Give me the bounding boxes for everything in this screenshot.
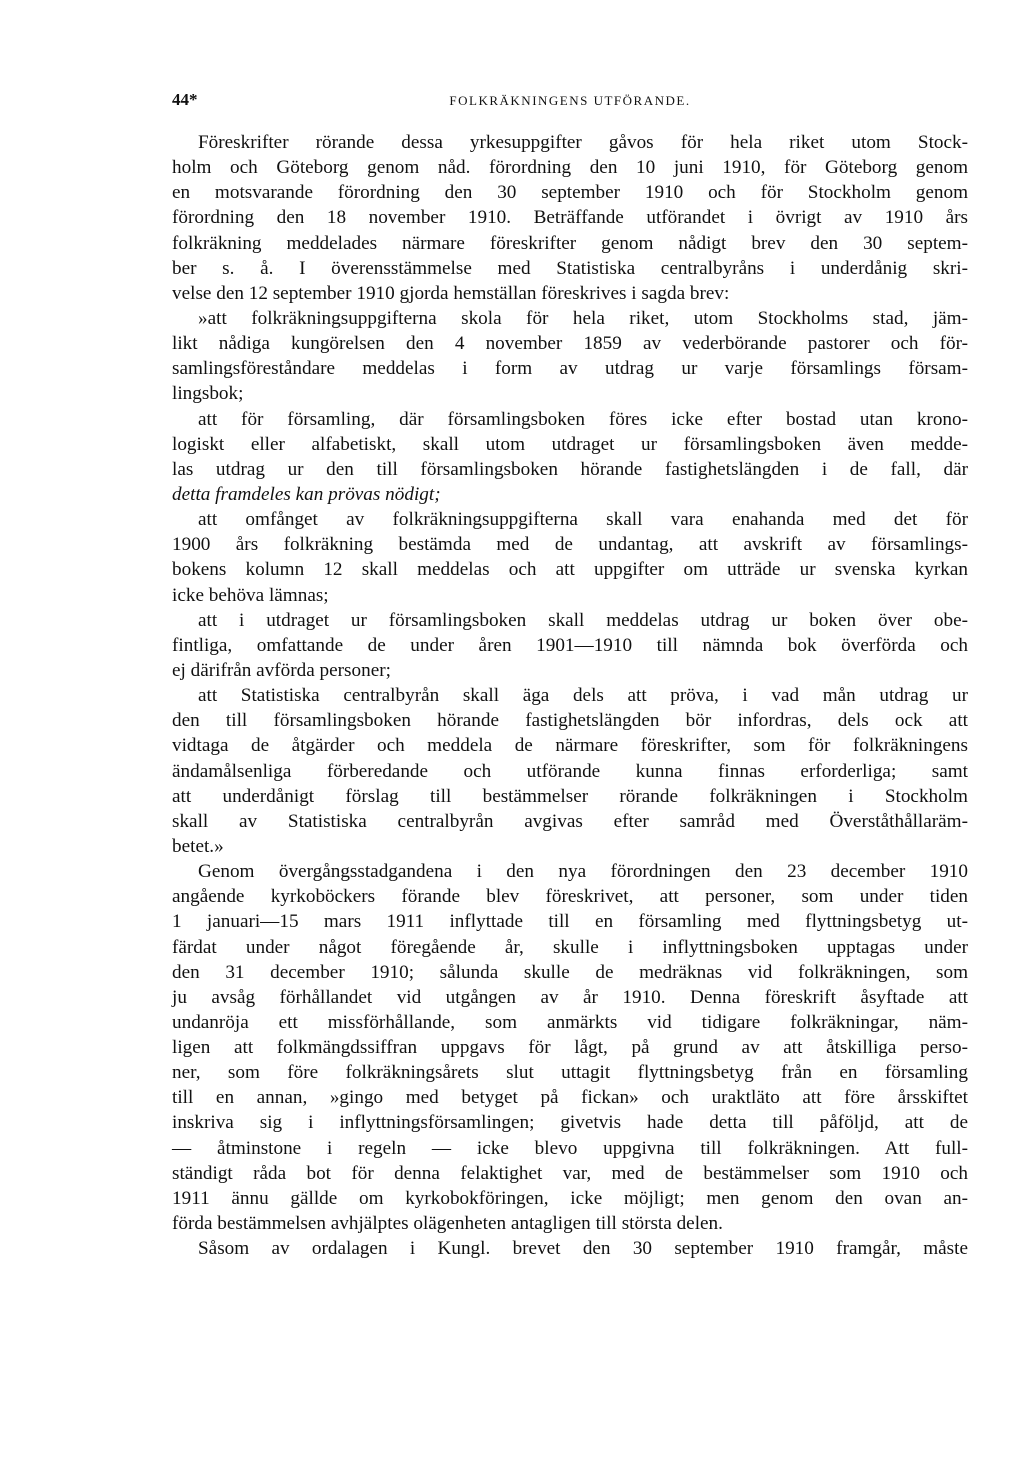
- text-line: »att folkräkningsuppgifterna skola för hela riket, utom Stockholms stad, jäm-: [198, 307, 968, 329]
- text-line: skall av Statistiska centralbyrån avgivas efter samråd med Överståthållaräm-: [172, 810, 968, 832]
- text-line: ej därifrån avförda personer;: [172, 659, 391, 681]
- text-line: förda bestämmelsen avhjälptes olägenheten antagligen till största delen.: [172, 1213, 723, 1235]
- text-line: likt nådiga kungörelsen den 4 november 1859 av vederbörande pastorer och för-: [172, 333, 968, 355]
- text-line: förordning den 18 november 1910. Beträffande utförandet i övrigt av 1910 års: [172, 207, 968, 229]
- text-line: att underdånigt förslag till bestämmelser rörande folkräkningen i Stockholm: [172, 785, 968, 807]
- text-line: angående kyrkoböckers förande blev föreskrivet, att personer, som under tiden: [172, 886, 968, 908]
- text-line: den till församlingsboken hörande fastighetslängden bör infordras, dels ock att: [172, 710, 968, 732]
- text-line: ligen att folkmängdssiffran uppgavs för lågt, på grund av att åtskilliga perso-: [172, 1037, 968, 1059]
- text-line: ändamålsenliga förberedande och utförande kunna finnas erforderliga; samt: [172, 760, 968, 782]
- text-line: detta framdeles kan prövas nödigt;: [172, 483, 441, 505]
- text-line: folkräkning meddelades närmare föreskrifter genom nådigt brev den 30 septem-: [172, 232, 968, 254]
- text-line: att för församling, där församlingsboken föres icke efter bostad utan krono-: [198, 408, 968, 430]
- running-head: [172, 90, 968, 118]
- text-line: vidtaga de åtgärder och meddela de närmare föreskrifter, som för folkräkningens: [172, 735, 968, 757]
- text-line: ständigt råda bot för denna felaktighet var, med de bestämmelser som 1910 och: [172, 1162, 968, 1184]
- text-line: undanröja ett missförhållande, som anmärkts vid tidigare folkräkningar, näm-: [172, 1011, 968, 1033]
- text-line: logiskt eller alfabetiskt, skall utom utdraget ur församlingsboken även medde-: [172, 433, 968, 455]
- text-line: att omfånget av folkräkningsuppgifterna skall vara enahanda med det för: [198, 509, 968, 531]
- text-line: bokens kolumn 12 skall meddelas och att uppgifter om utträde ur svenska kyrkan: [172, 559, 968, 581]
- text-line: Föreskrifter rörande dessa yrkesuppgifter gåvos för hela riket utom Stock-: [198, 132, 968, 153]
- text-line: att Statistiska centralbyrån skall äga dels att pröva, i vad mån utdrag ur: [198, 685, 968, 707]
- text-line: 1900 års folkräkning bestämda med de undantag, att avskrift av församlings-: [172, 534, 968, 556]
- document-page: [172, 90, 968, 1261]
- text-line: 1911 ännu gällde om kyrkobokföringen, icke möjligt; men genom den ovan an-: [172, 1187, 968, 1209]
- text-line: den 31 december 1910; sålunda skulle de medräknas vid folkräkningen, som: [172, 961, 968, 983]
- text-line: betet.»: [172, 835, 224, 857]
- text-line: 1 januari—15 mars 1911 inflyttade till en församling med flyttningsbetyg ut-: [172, 911, 968, 933]
- text-line: las utdrag ur den till församlingsboken hörande fastighetslängden i de fall, där: [172, 458, 968, 480]
- text-line: samlingsföreståndare meddelas i form av utdrag ur varje församlings försam-: [172, 358, 968, 380]
- text-line: lingsbok;: [172, 383, 244, 405]
- text-line: velse den 12 september 1910 gjorda hemställan föreskrives i sagda brev:: [172, 282, 730, 304]
- text-line: Såsom av ordalagen i Kungl. brevet den 30 september 1910 framgår, måste: [198, 1238, 968, 1260]
- text-line: ner, som före folkräkningsårets slut uttagit flyttningsbetyg från en församling: [172, 1062, 968, 1084]
- body-text: [172, 130, 968, 1261]
- text-line: till en annan, »gingo med betyget på fickan» och uraktläto att före årsskiftet: [172, 1087, 968, 1109]
- text-line: fintliga, omfattande de under åren 1901—1910 till nämnda bok överförda och: [172, 634, 968, 656]
- text-line: ju avsåg förhållandet vid utgången av år 1910. Denna föreskrift åsyftade att: [172, 986, 968, 1008]
- text-line: inskriva sig i inflyttningsförsamlingen; givetvis hade detta till påföljd, att de: [172, 1112, 968, 1134]
- text-line: en motsvarande förordning den 30 september 1910 och för Stockholm genom: [172, 182, 968, 204]
- text-line: Genom övergångsstadgandena i den nya förordningen den 23 december 1910: [198, 861, 968, 883]
- page-number: 44*: [172, 90, 198, 109]
- text-line: holm och Göteborg genom nåd. förordning den 10 juni 1910, för Göteborg genom: [172, 157, 968, 179]
- text-line: att i utdraget ur församlingsboken skall meddelas utdrag ur boken över obe-: [198, 609, 968, 631]
- running-title: FOLKRÄKNINGENS UTFÖRANDE.: [449, 93, 691, 108]
- text-line: icke behöva lämnas;: [172, 584, 329, 606]
- text-line: ber s. å. I överensstämmelse med Statistiska centralbyråns i underdånig skri-: [172, 257, 968, 279]
- text-line: — åtminstone i regeln — icke blevo uppgivna till folkräkningen. Att full-: [172, 1137, 968, 1159]
- text-line: färdat under något föregående år, skulle i inflyttningsboken upptagas under: [172, 936, 968, 958]
